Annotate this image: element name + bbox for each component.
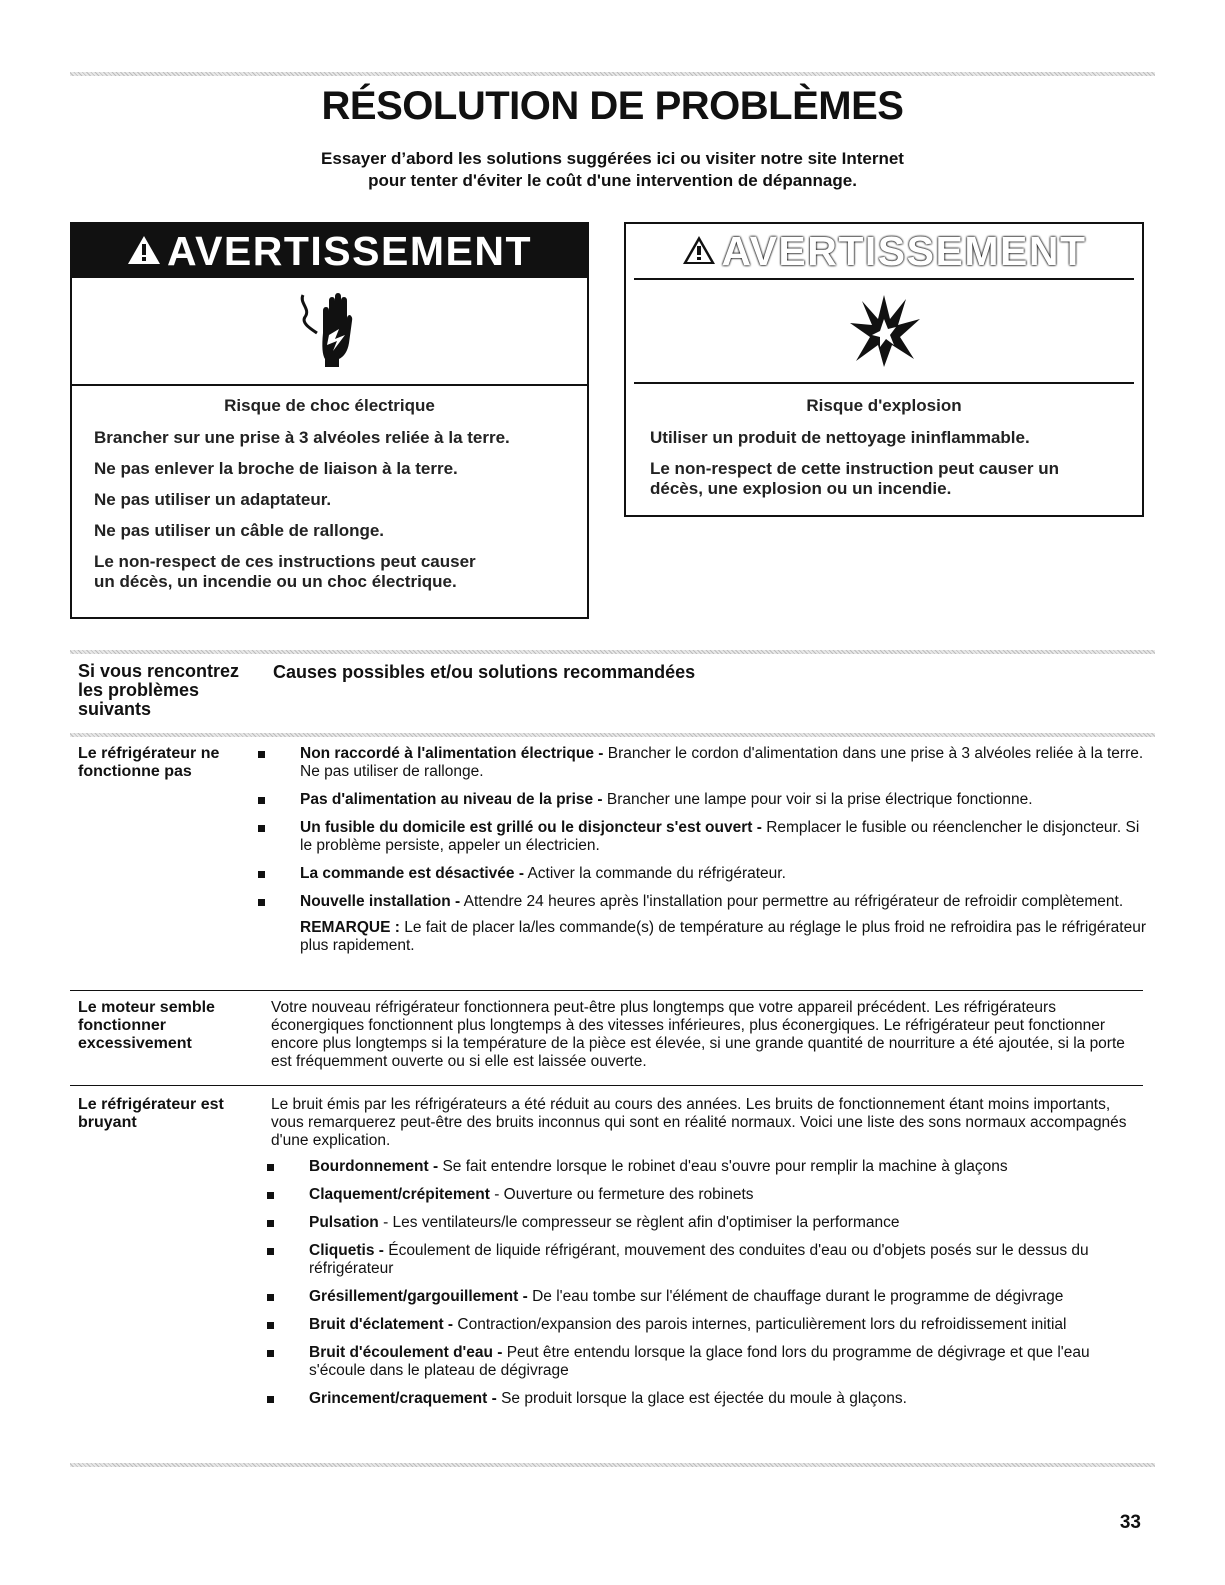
warning-box-electric-shock [70, 222, 589, 619]
warning-heading [72, 224, 587, 278]
list-item: Claquement/crépitement - Ouverture ou fermeture des robinets [267, 1186, 1146, 1204]
page-number: 33 [1119, 1512, 1141, 1533]
problem-label: Le réfrigérateur ne fonctionne pas [78, 745, 220, 780]
warning-line: Utiliser un produit de nettoyage ininflammable. [650, 428, 1030, 447]
list-item: Nouvelle installation - Attendre 24 heures après l'installation pour permettre au réfrigérateur de refroidir complètement. [258, 893, 1146, 911]
sound-list [267, 1158, 1146, 1408]
risk-title: Risque de choc électrique [224, 396, 435, 415]
warning-line: Brancher sur une prise à 3 alvéoles reliée à la terre. [94, 428, 510, 447]
list-item: La commande est désactivée - Activer la commande du réfrigérateur. [258, 865, 1146, 883]
electric-shock-hand-icon [295, 289, 365, 374]
problem-label: Le réfrigérateur est bruyant [78, 1096, 224, 1131]
warning-heading-text: AVERTISSEMENT [721, 227, 1087, 274]
warning-heading [626, 224, 1142, 278]
warning-box-explosion [624, 222, 1144, 517]
consequence-line-2: un décès, un incendie ou un choc électrique. [94, 572, 457, 591]
problem-label: Le moteur semble fonctionner excessivement [78, 999, 215, 1052]
subtitle-line-1: Essayer d’abord les solutions suggérées ici ou visiter notre site Internet [321, 149, 904, 168]
warning-heading-text: AVERTISSEMENT [167, 227, 532, 274]
top-divider [70, 72, 1155, 76]
remark-note: REMARQUE : Le fait de placer la/les commande(s) de température au réglage le plus froid ne refroidira pas le réfrigérateur plus rapidement. [300, 919, 1147, 954]
intro-text: Le bruit émis par les réfrigérateurs a été réduit au cours des années. Les bruits de fonctionnement étant moins importants, vous remarquerez peut-être des bruits inconnus qui sont en réalité normaux. Voici une liste des sons normaux accompagnés d'une explication. [271, 1096, 1127, 1149]
warning-consequence: Le non-respect de cette instruction peut causer un décès, une explosion ou un incendie. [650, 459, 1060, 498]
warning-line: Ne pas utiliser un câble de rallonge. [94, 521, 385, 540]
warning-body-panel [634, 384, 1134, 510]
column-header-solutions: Causes possibles et/ou solutions recommandées [273, 662, 696, 682]
warning-line: Ne pas enlever la broche de liaison à la terre. [94, 459, 458, 478]
list-item: Un fusible du domicile est grillé ou le disjoncteur s'est ouvert - Remplacer le fusible ou réenclencher le disjoncteur. Si le problème persiste, appeler un électricien. [258, 819, 1146, 855]
solution-list [258, 745, 1146, 911]
list-item: Grincement/craquement - Se produit lorsque la glace est éjectée du moule à glaçons. [267, 1390, 1146, 1408]
solution-content: Votre nouveau réfrigérateur fonctionnera peut-être plus longtemps que votre appareil précédent. Les réfrigérateurs éconergiques fonctionnent plus longtemps à des vitesses inférieures, plus éconergiques. Le réfrigérateur peut fonctionner encore plus longtemps si la température de la pièce est élevée, si une grande quantité de nourriture a été ajoutée, si la porte est fréquemment ouverte ou si elle est laissée ouverte. [271, 999, 1125, 1070]
explosion-icon [844, 289, 924, 374]
list-item: Pulsation - Les ventilateurs/le compresseur se règlent afin d'optimiser la performance [267, 1214, 1146, 1232]
solution-content [271, 1096, 1146, 1418]
consequence-line-1: Le non-respect de ces instructions peut causer [94, 552, 476, 571]
list-item: Bourdonnement - Se fait entendre lorsque le robinet d'eau s'ouvre pour remplir la machine à glaçons [267, 1158, 1146, 1176]
list-item: Bruit d'éclatement - Contraction/expansion des parois internes, particulièrement lors du refroidissement initial [267, 1316, 1146, 1334]
row-divider [70, 990, 1143, 991]
warning-body [634, 396, 1134, 499]
page-title: RÉSOLUTION DE PROBLÈMES [321, 84, 904, 128]
warning-body [72, 396, 587, 592]
row-divider [70, 1085, 1143, 1086]
warning-consequence [94, 552, 565, 592]
warning-line: Ne pas utiliser un adaptateur. [94, 490, 332, 509]
icon-panel [634, 278, 1134, 384]
column-header-problems: Si vous rencontrez les problèmes suivants [78, 661, 240, 719]
table-top-divider [70, 650, 1155, 654]
page-subtitle [0, 148, 1225, 192]
list-item: Bruit d'écoulement d'eau - Peut être entendu lorsque la glace fond lors du programme de dégivrage et que l'eau s'écoule dans le plateau de dégivrage [267, 1344, 1146, 1380]
list-item: Grésillement/gargouillement - De l'eau tombe sur l'élément de chauffage durant le programme de dégivrage [267, 1288, 1146, 1306]
list-item: Cliquetis - Écoulement de liquide réfrigérant, mouvement des conduites d'eau ou d'objets posés sur le dessus du réfrigérateur [267, 1242, 1146, 1278]
list-item: Pas d'alimentation au niveau de la prise - Brancher une lampe pour voir si la prise électrique fonctionne. [258, 791, 1146, 809]
risk-title: Risque d'explosion [806, 396, 962, 415]
subtitle-line-2: pour tenter d'éviter le coût d'une intervention de dépannage. [368, 171, 857, 190]
solution-content [258, 745, 1146, 955]
warning-triangle-icon [127, 228, 161, 275]
warning-triangle-icon [682, 228, 716, 275]
icon-panel [72, 278, 587, 386]
table-header-divider [70, 733, 1155, 737]
list-item: Non raccordé à l'alimentation électrique - Brancher le cordon d'alimentation dans une prise à 3 alvéoles reliée à la terre. Ne pas utiliser de rallonge. [258, 745, 1146, 781]
table-bottom-divider [70, 1463, 1155, 1467]
